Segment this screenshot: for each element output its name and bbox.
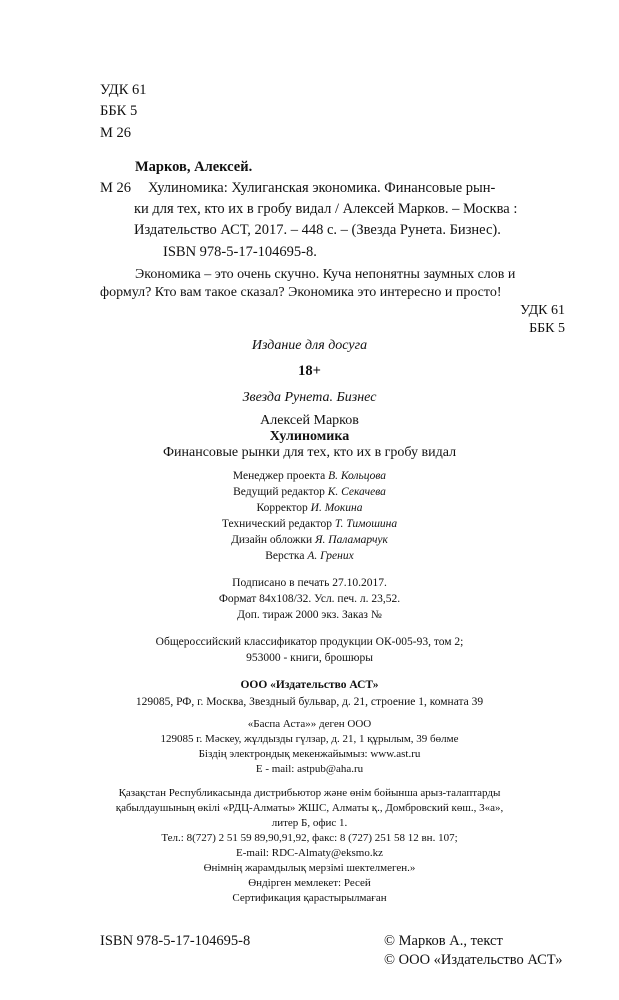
kz-distributor-line8: Сертификация қарастырылмаған: [232, 892, 387, 904]
credit-role: Менеджер проекта: [232, 470, 329, 482]
credit-line: [0, 503, 619, 515]
bbk-code: ББК 5: [100, 103, 138, 119]
publisher-name: ООО «Издательство АСТ»: [240, 679, 379, 691]
print-signed: Подписано в печать 27.10.2017.: [232, 577, 387, 589]
book-title: Хулиномика: [269, 429, 350, 444]
credit-name: Т. Тимошина: [334, 518, 398, 530]
record-description-line1: Хулиномика: Хулиганская экономика. Финансовые рын-: [148, 180, 496, 196]
credit-line: [0, 535, 619, 547]
kz-distributor-line4: Тел.: 8(727) 2 51 59 89,90,91,92, факс: 8 (727) 251 58 12 вн. 107;: [161, 832, 458, 844]
credit-line: [0, 551, 619, 563]
publisher-address: 129085, РФ, г. Москва, Звездный бульвар, д. 21, строение 1, комната 39: [135, 696, 484, 708]
kz-publisher-line4: E - mail: astpub@aha.ru: [255, 763, 364, 775]
udk-code: УДК 61: [100, 82, 147, 98]
print-format: Формат 84x108/32. Усл. печ. л. 23,52.: [218, 593, 401, 605]
age-rating: 18+: [298, 363, 321, 379]
credit-line: [0, 471, 619, 483]
kz-distributor-line2: қабылдаушының өкілі «РДЦ-Алматы» ЖШС, Алматы қ., Домбровский көш., 3«а»,: [115, 802, 504, 814]
kz-publisher-line3: Біздің электрондық мекенжайымыз: www.ast.ru: [198, 748, 421, 760]
credit-role: Технический редактор: [221, 518, 335, 530]
kz-distributor-line7: Өндірген мемлекет: Ресей: [248, 877, 371, 889]
credit-line: [0, 519, 619, 531]
credit-name: Я. Паламарчук: [314, 534, 388, 546]
record-author: Марков, Алексей.: [135, 159, 253, 175]
footer-isbn: ISBN 978-5-17-104695-8: [100, 933, 251, 949]
kz-publisher-line2: 129085 г. Мәскеу, жұлдызды гүлзар, д. 21, 1 құрылым, 39 бөлме: [160, 733, 459, 745]
kz-publisher-line1: «Баспа Аста»» деген ООО: [247, 718, 372, 730]
edition-type: Издание для досуга: [251, 338, 368, 353]
record-isbn: ISBN 978-5-17-104695-8.: [163, 244, 317, 260]
kz-distributor-line6: Өнімнің жарамдылық мерзімі шектелмеген.»: [203, 862, 416, 874]
credit-name: И. Мокина: [310, 502, 363, 514]
book-author: Алексей Марков: [260, 413, 359, 428]
record-description-line2: ки для тех, кто их в гробу видал / Алексей Марков. – Москва :: [134, 201, 518, 217]
record-description-line3: Издательство АСТ, 2017. – 448 с. – (Звезда Рунета. Бизнес).: [134, 222, 501, 238]
credit-role: Верстка: [265, 550, 308, 562]
credit-name: К. Секачева: [327, 486, 386, 498]
copyright-publisher: © ООО «Издательство АСТ»: [384, 952, 563, 968]
kz-distributor-line3: литер Б, офис 1.: [271, 817, 348, 829]
kz-distributor-line1: Қазақстан Республикасында дистрибьютор және өнім бойынша арыз-талаптарды: [118, 787, 501, 799]
credit-role: Дизайн обложки: [231, 534, 315, 546]
copyright-author: © Марков А., текст: [384, 933, 503, 949]
print-run: Доп. тираж 2000 экз. Заказ №: [237, 609, 382, 621]
annotation-line1: Экономика – это очень скучно. Куча непонятны заумных слов и: [135, 267, 516, 282]
classifier-line1: Общероссийский классификатор продукции ОК-005-93, том 2;: [155, 636, 464, 648]
record-code: М 26: [100, 180, 132, 196]
annotation-line2: формул? Кто вам такое сказал? Экономика это интересно и просто!: [100, 285, 502, 300]
credit-role: Корректор: [256, 502, 311, 514]
kz-distributor-line5: E-mail: RDC-Almaty@eksmo.kz: [236, 847, 383, 859]
classifier-line2: 953000 - книги, брошюры: [246, 652, 373, 664]
credit-name: В. Кольцова: [328, 470, 387, 482]
credit-name: А. Грених: [307, 550, 354, 562]
record-bbk: ББК 5: [529, 321, 565, 336]
book-subtitle: Финансовые рынки для тех, кто их в гробу видал: [162, 445, 457, 460]
series-name: Звезда Рунета. Бизнес: [242, 390, 377, 405]
record-udk: УДК 61: [520, 303, 565, 318]
credit-line: [0, 487, 619, 499]
author-code: М 26: [100, 125, 132, 141]
credit-role: Ведущий редактор: [233, 486, 328, 498]
